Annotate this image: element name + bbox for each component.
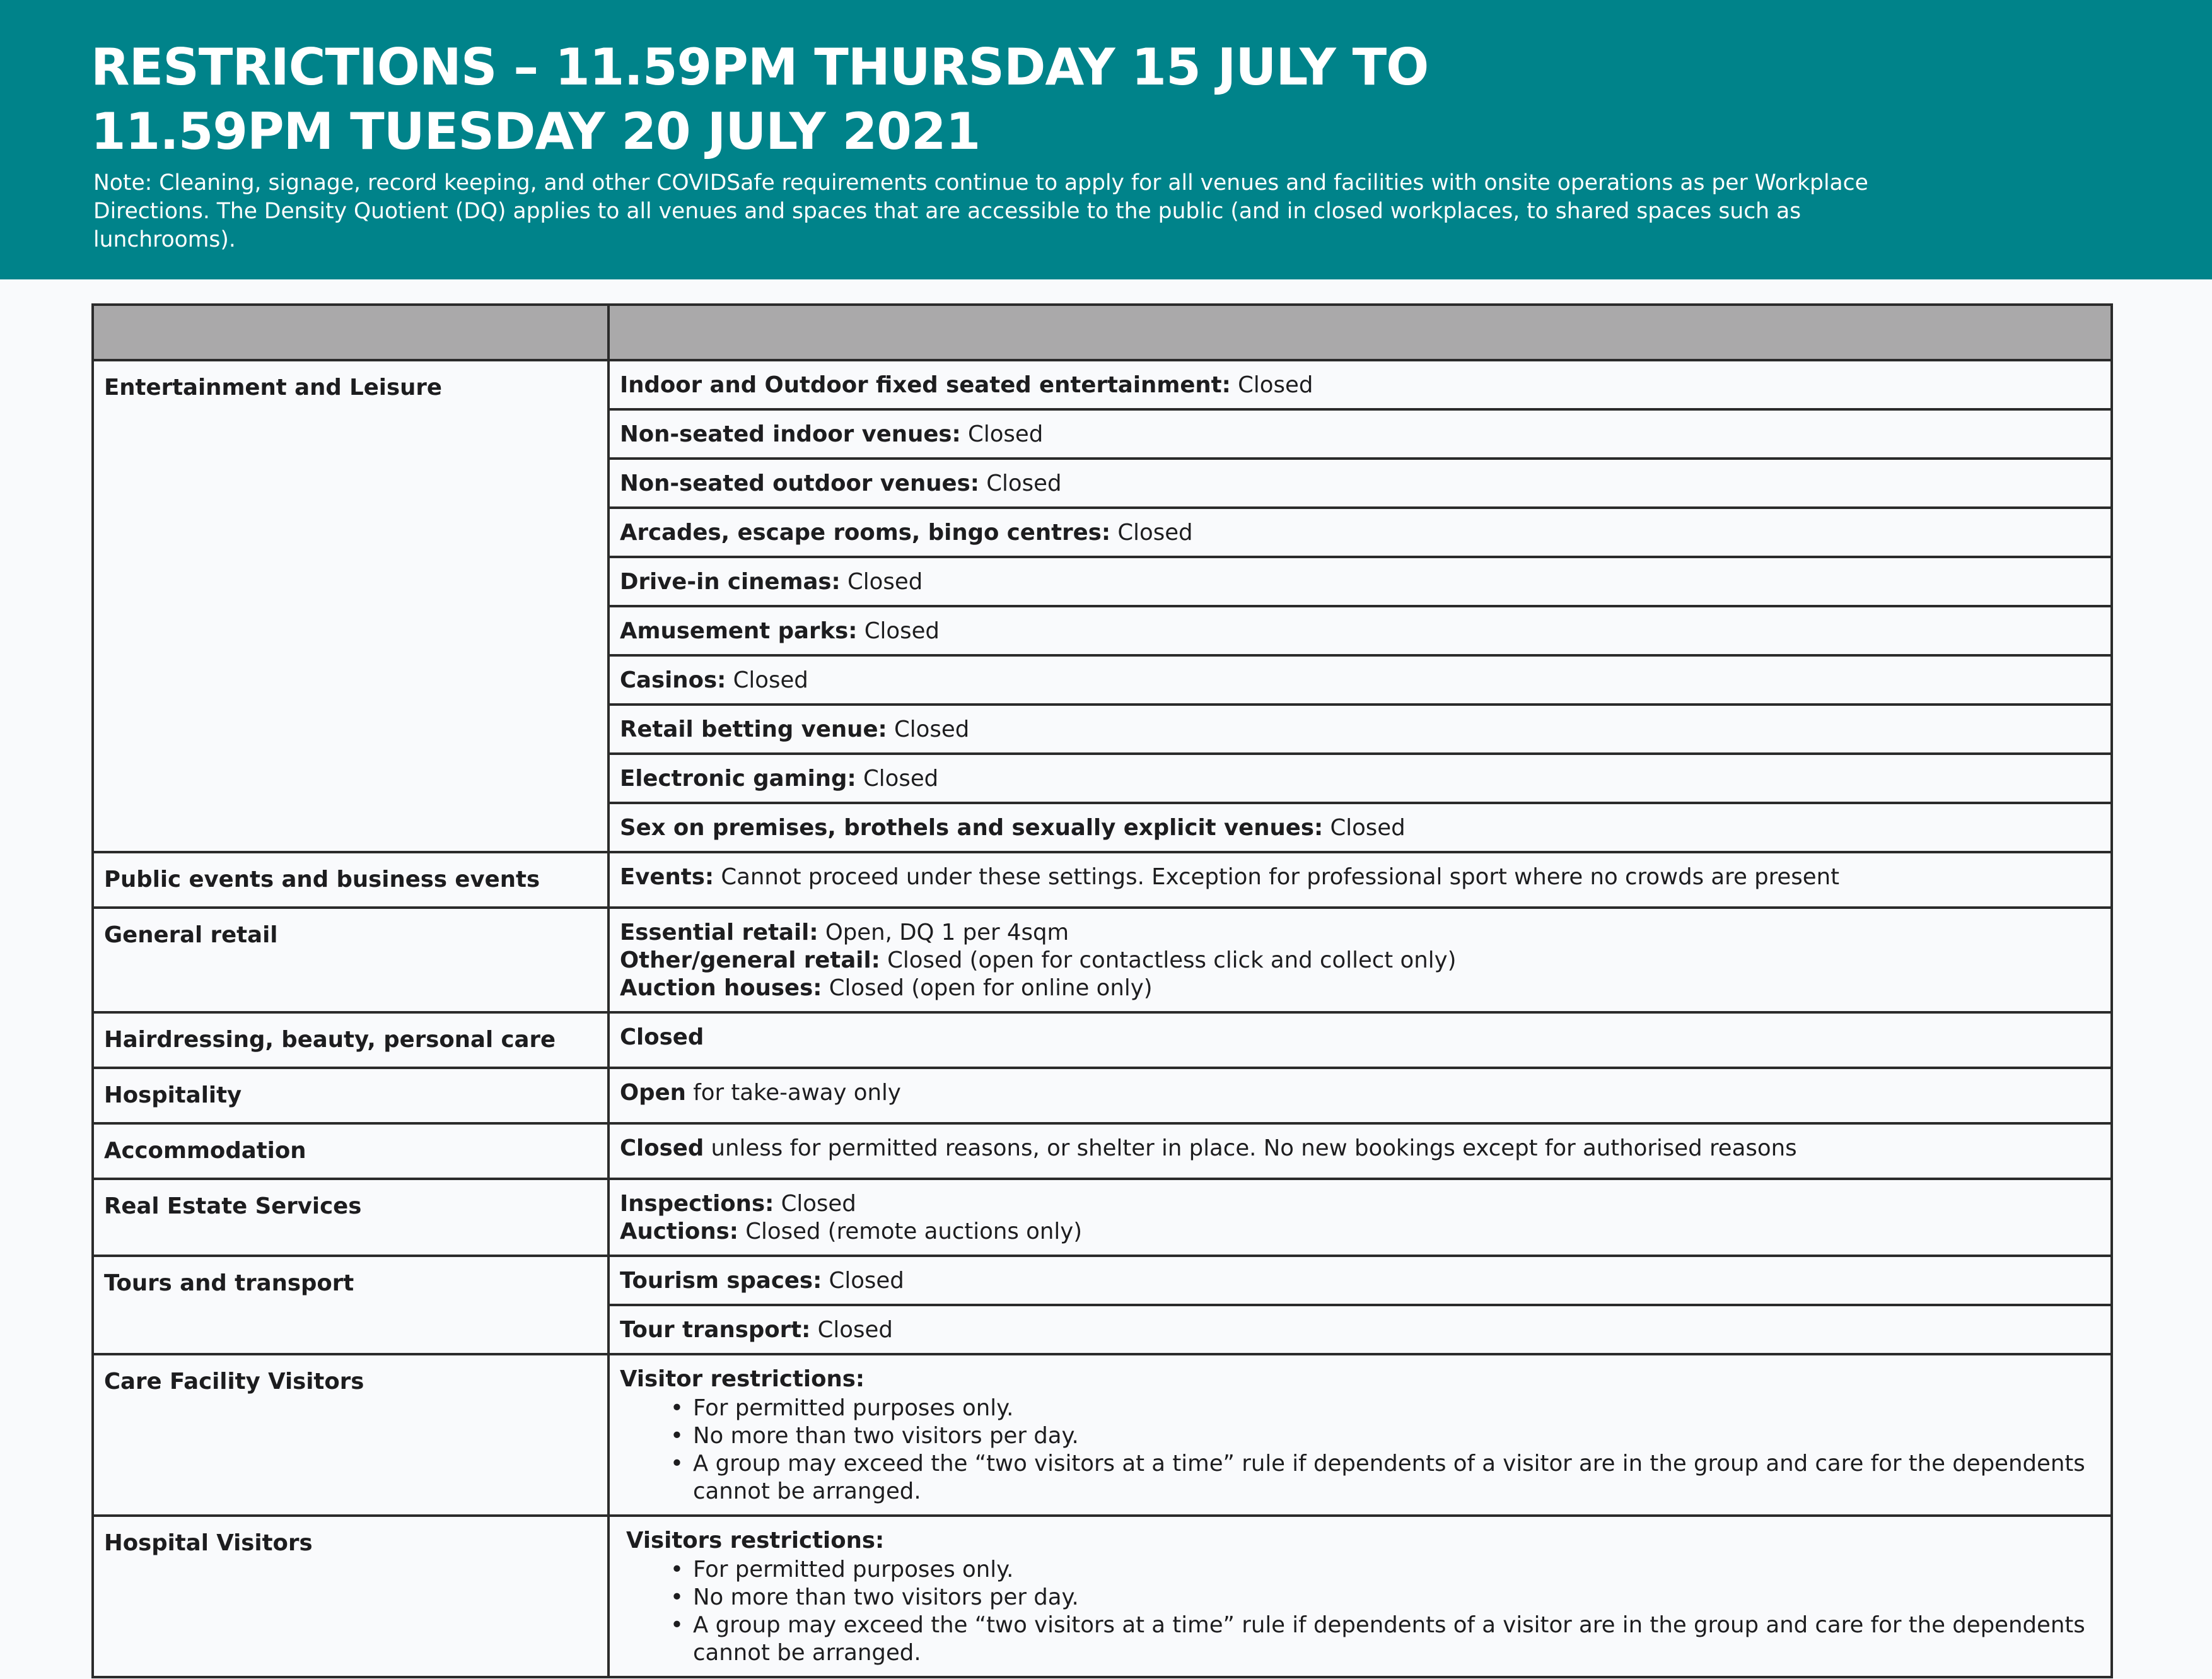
detail-key: Other/general retail: [620, 947, 880, 973]
title-line-2: 11.59PM TUESDAY 20 JULY 2021 [91, 102, 981, 161]
detail-value: Closed [887, 717, 970, 742]
detail-cell [608, 557, 2112, 606]
list-item: • No more than two visitors per day. [693, 1422, 2100, 1450]
detail-line [620, 1218, 2100, 1246]
detail-cell [608, 1516, 2112, 1677]
detail-value: Closed (open for contactless click and collect only) [880, 947, 1457, 973]
detail-value: Closed [810, 1317, 893, 1343]
detail-value: Closed [726, 667, 808, 693]
detail-key: Indoor and Outdoor fixed seated entertainment: [620, 372, 1231, 398]
detail-key: Amusement parks: [620, 618, 858, 644]
bullet-list [626, 1556, 2100, 1667]
category-cell: Care Facility Visitors [93, 1354, 608, 1516]
detail-value: Closed [822, 1268, 904, 1294]
detail-value: for take-away only [685, 1080, 901, 1106]
detail-value: Open, DQ 1 per 4sqm [818, 920, 1069, 945]
category-cell: Tours and transport [93, 1256, 608, 1354]
category-cell: Hospitality [93, 1068, 608, 1123]
detail-cell [608, 1012, 2112, 1068]
detail-value: unless for permitted reasons, or shelter in place. No new bookings except for authorised reasons [704, 1135, 1797, 1161]
detail-cell [608, 754, 2112, 803]
table-row [93, 1354, 2112, 1516]
table-row [93, 1123, 2112, 1179]
detail-value: Closed (remote auctions only) [738, 1219, 1083, 1244]
detail-cell [608, 459, 2112, 508]
detail-key: Auction houses: [620, 975, 822, 1001]
header-note: Note: Cleaning, signage, record keeping, and other COVIDSafe requirements continue to apply for all venues and facilities with onsite operations as per Workplace Directions. The Density Quotient (DQ) applies to all venues and spaces that are accessible to the public (and in closed workplaces, to shared spaces such as lunchrooms). [93, 170, 1868, 252]
detail-heading: Visitor restrictions: [620, 1366, 865, 1392]
table-row [93, 360, 2112, 409]
table-row [93, 1256, 2112, 1305]
detail-cell [608, 409, 2112, 459]
category-cell: General retail [93, 908, 608, 1012]
detail-cell [608, 508, 2112, 557]
detail-key: Casinos: [620, 667, 726, 693]
detail-cell [608, 360, 2112, 409]
detail-key: Events: [620, 864, 714, 890]
table-row [93, 1012, 2112, 1068]
category-cell: Accommodation [93, 1123, 608, 1179]
table-row [93, 908, 2112, 1012]
detail-cell [608, 606, 2112, 655]
detail-key: Retail betting venue: [620, 717, 887, 742]
category-cell: Hospital Visitors [93, 1516, 608, 1677]
table-row [93, 1068, 2112, 1123]
detail-cell [608, 908, 2112, 1012]
detail-value: Closed [960, 421, 1044, 447]
detail-key: Closed [620, 1024, 704, 1050]
detail-value: Closed [774, 1191, 856, 1217]
detail-cell [608, 1256, 2112, 1305]
table-row [93, 1516, 2112, 1677]
restrictions-table [91, 303, 2113, 1678]
detail-value: Closed [1323, 815, 1406, 841]
detail-key: Sex on premises, brothels and sexually explicit venues: [620, 815, 1324, 841]
page-title [91, 35, 1793, 164]
detail-key: Auctions: [620, 1219, 738, 1244]
detail-key: Electronic gaming: [620, 766, 856, 792]
table-header-row [93, 305, 2112, 360]
detail-cell [608, 1305, 2112, 1354]
detail-line [620, 1190, 2100, 1218]
detail-value: Closed [1230, 372, 1313, 398]
table-row [93, 1179, 2112, 1256]
detail-value: Closed [856, 766, 939, 792]
detail-key: Essential retail: [620, 920, 818, 945]
list-item: • A group may exceed the “two visitors at a time” rule if dependents of a visitor are in the group and care for the dependents cannot be arranged. [693, 1612, 2100, 1667]
detail-key: Arcades, escape rooms, bingo centres: [620, 520, 1111, 546]
category-cell: Hairdressing, beauty, personal care [93, 1012, 608, 1068]
table-row [93, 852, 2112, 908]
detail-key: Tourism spaces: [620, 1268, 822, 1294]
detail-cell [608, 1354, 2112, 1516]
detail-key: Closed [620, 1135, 704, 1161]
header-cell-category [93, 305, 608, 360]
header-banner [0, 0, 2212, 279]
detail-line [620, 974, 2100, 1002]
category-cell: Entertainment and Leisure [93, 360, 608, 852]
bullet-list [620, 1395, 2100, 1506]
category-cell: Public events and business events [93, 852, 608, 908]
detail-cell [608, 655, 2112, 705]
list-item: • A group may exceed the “two visitors at a time” rule if dependents of a visitor are in the group and care for the dependents cannot be arranged. [693, 1450, 2100, 1506]
list-item: • No more than two visitors per day. [693, 1584, 2100, 1612]
detail-cell [608, 1179, 2112, 1256]
detail-value: Closed [979, 471, 1062, 496]
title-line-1: RESTRICTIONS – 11.59PM THURSDAY 15 JULY TO [91, 38, 1429, 97]
detail-value: Cannot proceed under these settings. Exception for professional sport where no crowds are present [714, 864, 1840, 890]
detail-cell [608, 1068, 2112, 1123]
detail-line [620, 947, 2100, 974]
list-item: • For permitted purposes only. [693, 1556, 2100, 1584]
detail-value: Closed [1110, 520, 1193, 546]
detail-value: Closed (open for online only) [822, 975, 1153, 1001]
detail-heading: Visitors restrictions: [626, 1528, 885, 1553]
header-cell-detail [608, 305, 2112, 360]
detail-key: Tour transport: [620, 1317, 811, 1343]
detail-key: Open [620, 1080, 686, 1106]
detail-value: Closed [857, 618, 940, 644]
detail-key: Inspections: [620, 1191, 774, 1217]
detail-key: Drive-in cinemas: [620, 569, 841, 595]
detail-line [620, 919, 2100, 947]
detail-cell [608, 803, 2112, 852]
detail-cell [608, 852, 2112, 908]
detail-key: Non-seated outdoor venues: [620, 471, 979, 496]
detail-cell [608, 1123, 2112, 1179]
detail-key: Non-seated indoor venues: [620, 421, 961, 447]
detail-cell [608, 705, 2112, 754]
detail-value: Closed [840, 569, 923, 595]
category-cell: Real Estate Services [93, 1179, 608, 1256]
list-item: • For permitted purposes only. [693, 1395, 2100, 1422]
